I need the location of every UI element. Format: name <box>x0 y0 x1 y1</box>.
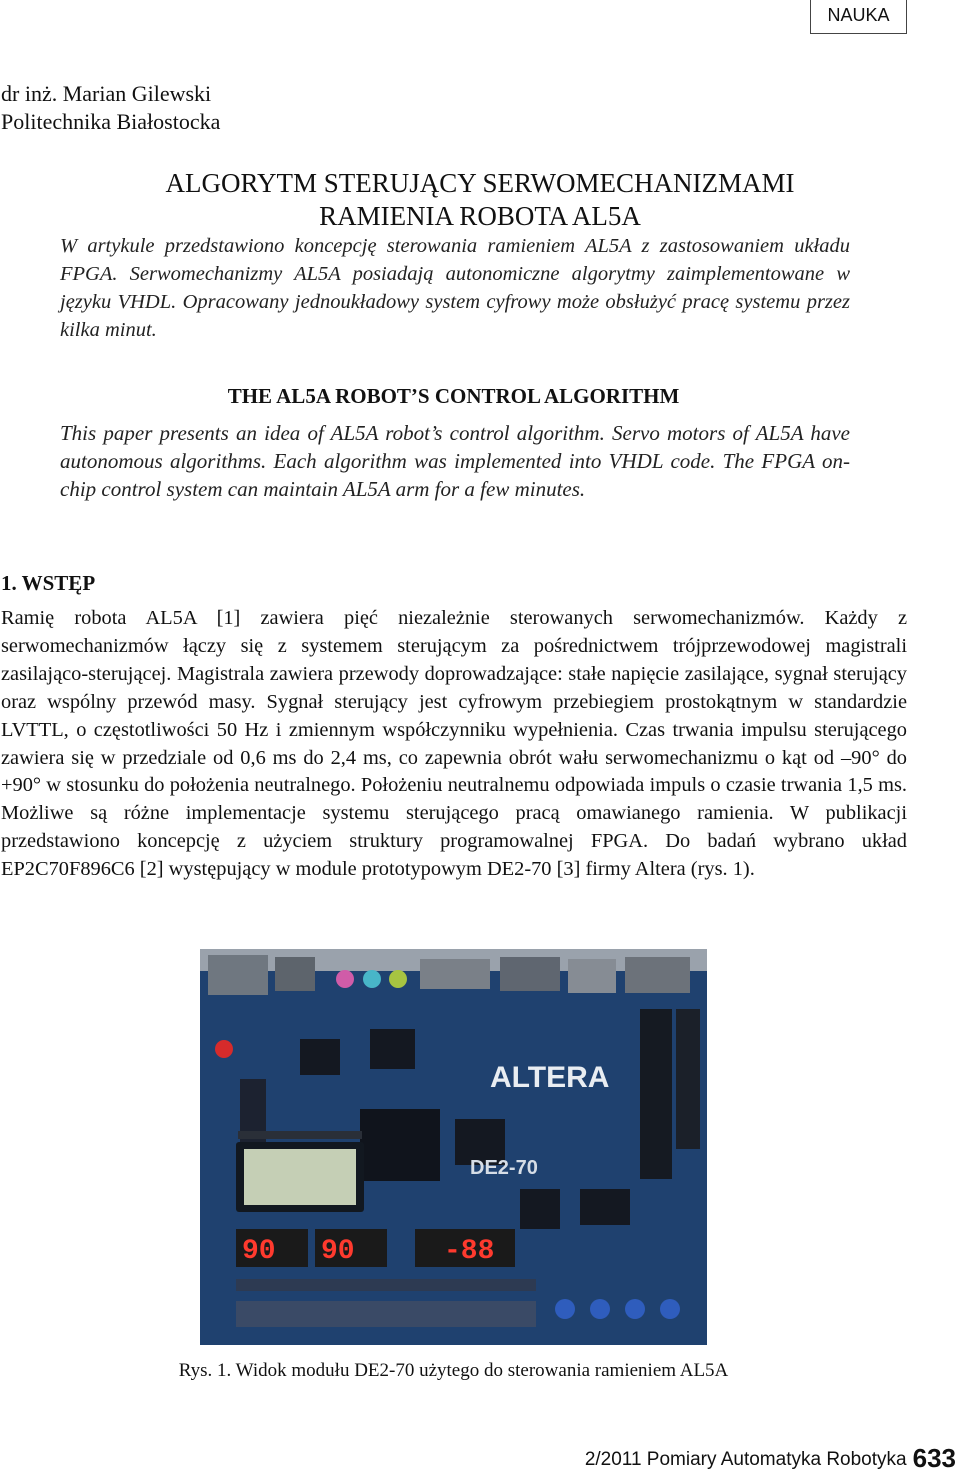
footer-issue: 2/2011 Pomiary Automatyka Robotyka <box>584 1449 907 1470</box>
figure-caption: Rys. 1. Widok modułu DE2-70 użytego do sterowania ramieniem AL5A <box>178 1360 729 1381</box>
seven-seg-mid: 90 <box>321 1236 355 1267</box>
seven-seg-right: -88 <box>444 1236 495 1267</box>
title-polish-line1: ALGORYTM STERUJĄCY SERWOMECHANIZMAMI <box>165 168 795 198</box>
abstract-polish: W artykule przedstawiono koncepcję sterowania ramieniem AL5A z zastosowaniem układu FPGA. Serwomechanizmy AL5A posiadają autonomiczne algorytmy zaimplementowane w języku VHDL. Opracowany jednoukładowy system cyfrowy może obsłużyć pracę systemu przez kilka minut. <box>60 235 850 341</box>
section-body: Ramię robota AL5A [1] zawiera pięć niezależnie sterowanych serwomechanizmów. Każdy z serwomechanizmów łączy się z systemem sterującym za pośrednictwem trójprzewodowej magistrali zasilająco-sterującej. Magistrala zawiera przewody doprowadzające: stałe napięcie zasilające, sygnał sterujący oraz wspólny przewód masy. Sygnał sterujący jest cyfrowym przebiegiem prostokątnym w standardzie LVTTL, o częstotliwości 50 Hz i zmiennym współczynniku wypełnienia. Czas trwania impulsu sterującego zawiera się w przedziale od 0,6 ms do 2,4 ms, co zapewnia obrót wału serwomechanizmu o kąt od –90° do +90° w stosunku do położenia neutralnego. Położeniu neutralnemu odpowiada impuls o czasie trwania 1,5 ms. Możliwe są różne implementacje systemu sterującego pracą omawianego ramienia. W publikacji przedstawiono koncepcję z użyciem struktury programowalnej FPGA. Do badań wybrano układ EP2C70F896C6 [2] występujący w module prototypowym DE2-70 [3] firmy Altera (rys. 1). <box>1 607 907 881</box>
title-polish-line2: RAMIENIA ROBOTA AL5A <box>319 201 641 231</box>
page-number: 633 <box>912 1443 956 1473</box>
board-logo-text: ALTERA <box>490 1061 610 1094</box>
seven-seg-left: 90 <box>242 1236 276 1267</box>
board-model-text: DE2-70 <box>470 1157 538 1179</box>
author-block <box>1 80 220 136</box>
board-photo-illustration <box>200 949 707 1345</box>
section-heading: 1. WSTĘP <box>1 571 96 595</box>
abstract-english: This paper presents an idea of AL5A robot’s control algorithm. Servo motors of AL5A have autonomous algorithms. Each algorithm was implemented into VHDL code. The FPGA on-chip control system can maintain AL5A arm for a few minutes. <box>60 421 850 501</box>
title-english: THE AL5A ROBOT’S CONTROL ALGORITHM <box>227 384 680 408</box>
footer <box>585 1443 956 1475</box>
title-polish <box>0 167 960 233</box>
section-tag: NAUKA <box>810 0 907 34</box>
author-affiliation: Politechnika Białostocka <box>1 109 221 134</box>
figure-de2-70-board <box>200 949 707 1345</box>
author-name: dr inż. Marian Gilewski <box>1 81 212 106</box>
